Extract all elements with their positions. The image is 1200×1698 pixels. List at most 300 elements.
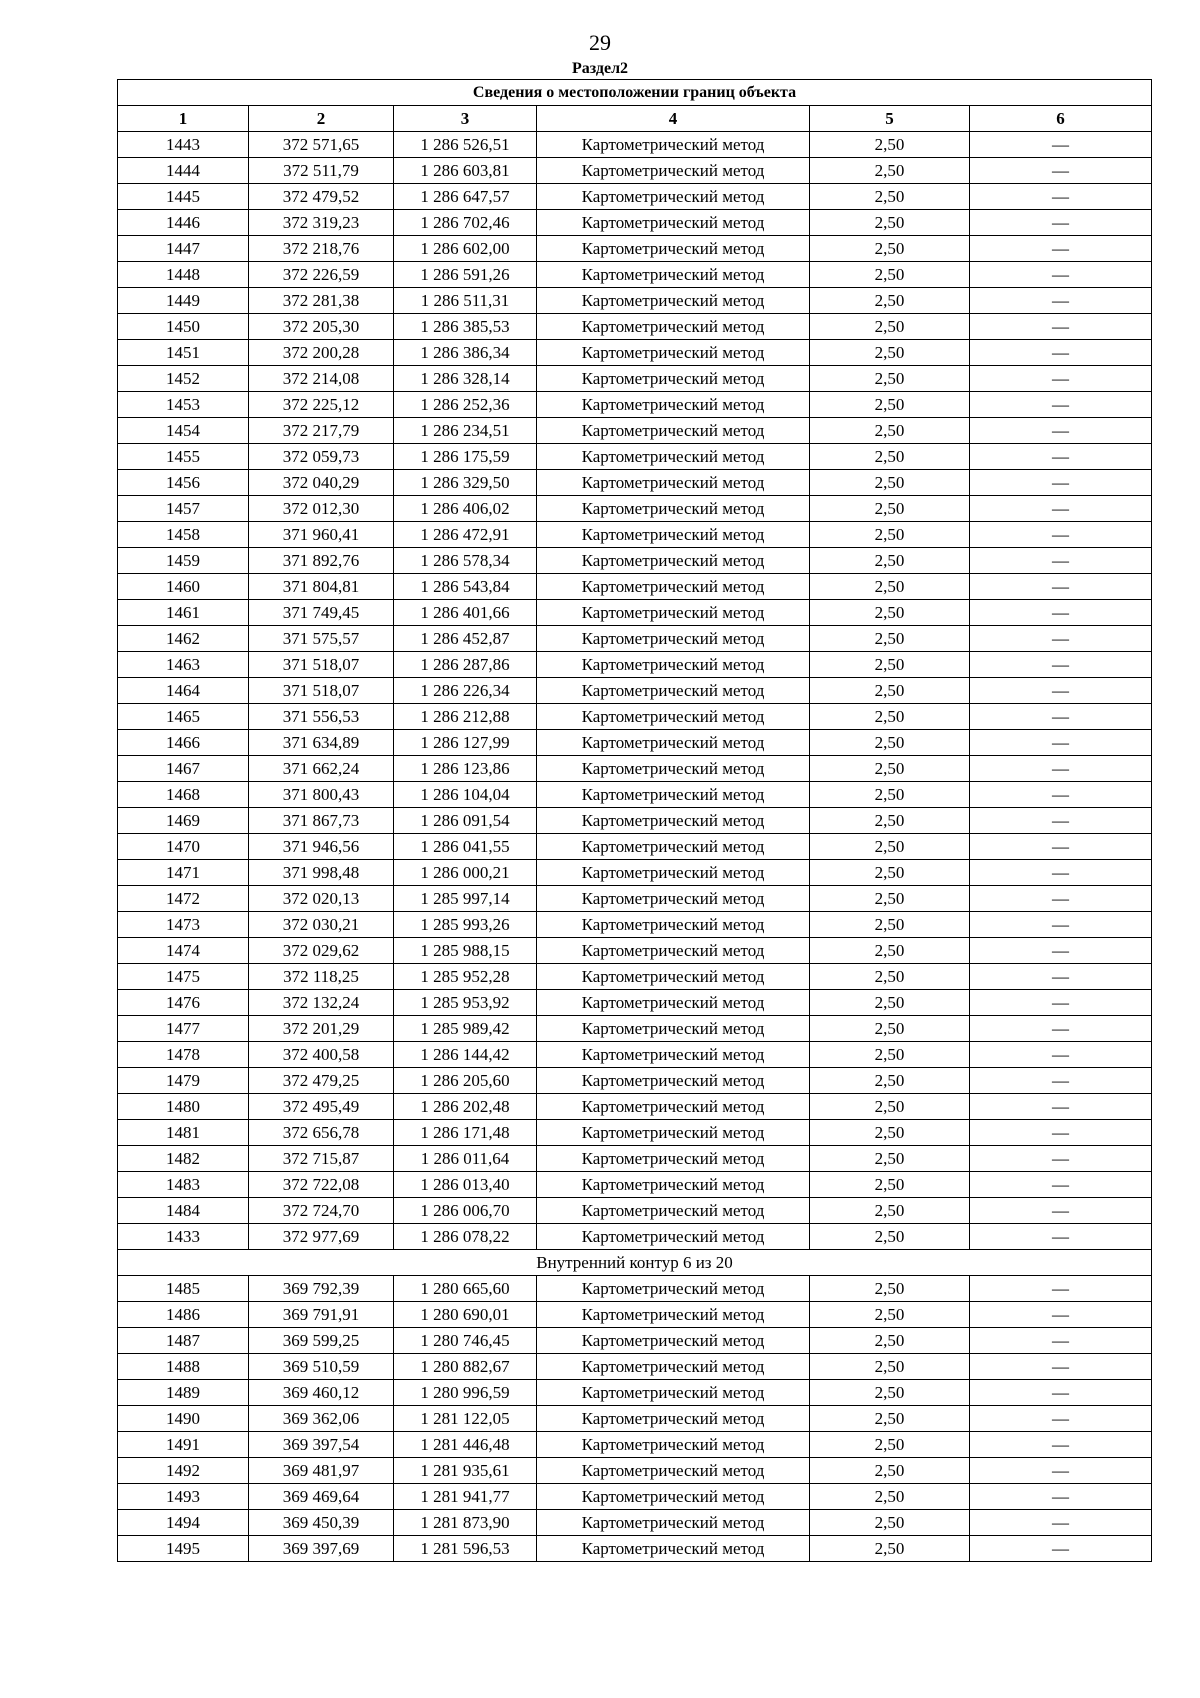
y-coordinate-cell: 1 286 123,86 (394, 756, 537, 782)
table-row (118, 366, 1152, 392)
x-coordinate-cell: 371 634,89 (249, 730, 394, 756)
description-cell: — (970, 1432, 1152, 1458)
x-coordinate-cell: 372 495,49 (249, 1094, 394, 1120)
method-cell: Картометрический метод (537, 1068, 810, 1094)
x-coordinate-cell: 372 214,08 (249, 366, 394, 392)
method-cell: Картометрический метод (537, 1094, 810, 1120)
accuracy-cell: 2,50 (810, 834, 970, 860)
point-number-cell: 1470 (118, 834, 249, 860)
method-cell: Картометрический метод (537, 990, 810, 1016)
method-cell: Картометрический метод (537, 964, 810, 990)
page-number: 29 (589, 30, 611, 55)
contour-section (118, 1250, 1152, 1276)
y-coordinate-cell: 1 286 526,51 (394, 132, 537, 158)
description-cell: — (970, 1068, 1152, 1094)
method-cell: Картометрический метод (537, 626, 810, 652)
point-number-cell: 1463 (118, 652, 249, 678)
method-cell: Картометрический метод (537, 1276, 810, 1302)
accuracy-cell: 2,50 (810, 366, 970, 392)
accuracy-cell: 2,50 (810, 652, 970, 678)
point-number-cell: 1493 (118, 1484, 249, 1510)
point-number-cell: 1461 (118, 600, 249, 626)
method-cell: Картометрический метод (537, 1536, 810, 1562)
y-coordinate-cell: 1 286 175,59 (394, 444, 537, 470)
y-coordinate-cell: 1 281 941,77 (394, 1484, 537, 1510)
description-cell: — (970, 158, 1152, 184)
x-coordinate-cell: 372 205,30 (249, 314, 394, 340)
table-row (118, 288, 1152, 314)
table-row (118, 1068, 1152, 1094)
x-coordinate-cell: 369 469,64 (249, 1484, 394, 1510)
y-coordinate-cell: 1 285 952,28 (394, 964, 537, 990)
method-cell: Картометрический метод (537, 418, 810, 444)
table-row (118, 1536, 1152, 1562)
accuracy-cell: 2,50 (810, 782, 970, 808)
method-cell: Картометрический метод (537, 236, 810, 262)
point-number-cell: 1459 (118, 548, 249, 574)
table-row (118, 1458, 1152, 1484)
point-number-cell: 1458 (118, 522, 249, 548)
point-number-cell: 1465 (118, 704, 249, 730)
point-number-cell: 1450 (118, 314, 249, 340)
point-number-cell: 1451 (118, 340, 249, 366)
description-cell: — (970, 860, 1152, 886)
description-cell: — (970, 626, 1152, 652)
y-coordinate-cell: 1 286 212,88 (394, 704, 537, 730)
description-cell: — (970, 808, 1152, 834)
description-cell: — (970, 1302, 1152, 1328)
y-coordinate-cell: 1 285 993,26 (394, 912, 537, 938)
method-cell: Картометрический метод (537, 444, 810, 470)
table-row (118, 704, 1152, 730)
accuracy-cell: 2,50 (810, 1016, 970, 1042)
y-coordinate-cell: 1 286 234,51 (394, 418, 537, 444)
y-coordinate-cell: 1 285 953,92 (394, 990, 537, 1016)
accuracy-cell: 2,50 (810, 1094, 970, 1120)
y-coordinate-cell: 1 286 252,36 (394, 392, 537, 418)
accuracy-cell: 2,50 (810, 574, 970, 600)
description-cell: — (970, 912, 1152, 938)
accuracy-cell: 2,50 (810, 158, 970, 184)
method-cell: Картометрический метод (537, 210, 810, 236)
point-number-cell: 1482 (118, 1146, 249, 1172)
x-coordinate-cell: 372 029,62 (249, 938, 394, 964)
accuracy-cell: 2,50 (810, 808, 970, 834)
accuracy-cell: 2,50 (810, 392, 970, 418)
x-coordinate-cell: 372 225,12 (249, 392, 394, 418)
description-cell: — (970, 132, 1152, 158)
accuracy-cell: 2,50 (810, 236, 970, 262)
accuracy-cell: 2,50 (810, 1120, 970, 1146)
description-cell: — (970, 1354, 1152, 1380)
x-coordinate-cell: 369 510,59 (249, 1354, 394, 1380)
y-coordinate-cell: 1 286 205,60 (394, 1068, 537, 1094)
x-coordinate-cell: 369 397,69 (249, 1536, 394, 1562)
point-number-cell: 1478 (118, 1042, 249, 1068)
table-row (118, 938, 1152, 964)
accuracy-cell: 2,50 (810, 340, 970, 366)
description-cell: — (970, 652, 1152, 678)
table-row (118, 990, 1152, 1016)
point-number-cell: 1486 (118, 1302, 249, 1328)
method-cell: Картометрический метод (537, 808, 810, 834)
x-coordinate-cell: 371 867,73 (249, 808, 394, 834)
table-row (118, 418, 1152, 444)
method-cell: Картометрический метод (537, 548, 810, 574)
accuracy-cell: 2,50 (810, 496, 970, 522)
table-row (118, 1042, 1152, 1068)
table-caption-row (118, 80, 1152, 106)
method-cell: Картометрический метод (537, 1224, 810, 1250)
y-coordinate-cell: 1 286 602,00 (394, 236, 537, 262)
point-number-cell: 1448 (118, 262, 249, 288)
method-cell: Картометрический метод (537, 522, 810, 548)
description-cell: — (970, 730, 1152, 756)
description-cell: — (970, 886, 1152, 912)
point-number-cell: 1467 (118, 756, 249, 782)
table-row (118, 912, 1152, 938)
point-number-cell: 1488 (118, 1354, 249, 1380)
point-number-cell: 1457 (118, 496, 249, 522)
y-coordinate-cell: 1 286 011,64 (394, 1146, 537, 1172)
accuracy-cell: 2,50 (810, 1458, 970, 1484)
accuracy-cell: 2,50 (810, 704, 970, 730)
y-coordinate-cell: 1 286 104,04 (394, 782, 537, 808)
description-cell: — (970, 184, 1152, 210)
method-cell: Картометрический метод (537, 574, 810, 600)
method-cell: Картометрический метод (537, 860, 810, 886)
y-coordinate-cell: 1 286 202,48 (394, 1094, 537, 1120)
table-caption: Сведения о местоположении границ объекта (118, 80, 1152, 106)
point-number-cell: 1494 (118, 1510, 249, 1536)
table-row (118, 600, 1152, 626)
method-cell: Картометрический метод (537, 262, 810, 288)
point-number-cell: 1479 (118, 1068, 249, 1094)
x-coordinate-cell: 372 656,78 (249, 1120, 394, 1146)
description-cell: — (970, 262, 1152, 288)
table-row (118, 886, 1152, 912)
point-number-cell: 1484 (118, 1198, 249, 1224)
accuracy-cell: 2,50 (810, 288, 970, 314)
description-cell: — (970, 1146, 1152, 1172)
accuracy-cell: 2,50 (810, 184, 970, 210)
x-coordinate-cell: 372 012,30 (249, 496, 394, 522)
x-coordinate-cell: 371 518,07 (249, 652, 394, 678)
method-cell: Картометрический метод (537, 314, 810, 340)
x-coordinate-cell: 372 217,79 (249, 418, 394, 444)
table-row (118, 782, 1152, 808)
y-coordinate-cell: 1 286 401,66 (394, 600, 537, 626)
description-cell: — (970, 938, 1152, 964)
method-cell: Картометрический метод (537, 1510, 810, 1536)
description-cell: — (970, 548, 1152, 574)
accuracy-cell: 2,50 (810, 860, 970, 886)
x-coordinate-cell: 369 397,54 (249, 1432, 394, 1458)
description-cell: — (970, 1120, 1152, 1146)
method-cell: Картометрический метод (537, 886, 810, 912)
column-number: 5 (810, 106, 970, 132)
description-cell: — (970, 1536, 1152, 1562)
column-number: 3 (394, 106, 537, 132)
x-coordinate-cell: 371 800,43 (249, 782, 394, 808)
point-number-cell: 1445 (118, 184, 249, 210)
point-number-cell: 1483 (118, 1172, 249, 1198)
method-cell: Картометрический метод (537, 756, 810, 782)
y-coordinate-cell: 1 286 127,99 (394, 730, 537, 756)
y-coordinate-cell: 1 286 000,21 (394, 860, 537, 886)
y-coordinate-cell: 1 286 406,02 (394, 496, 537, 522)
y-coordinate-cell: 1 281 873,90 (394, 1510, 537, 1536)
accuracy-cell: 2,50 (810, 548, 970, 574)
description-cell: — (970, 1406, 1152, 1432)
method-cell: Картометрический метод (537, 782, 810, 808)
accuracy-cell: 2,50 (810, 1432, 970, 1458)
method-cell: Картометрический метод (537, 392, 810, 418)
accuracy-cell: 2,50 (810, 1068, 970, 1094)
y-coordinate-cell: 1 286 171,48 (394, 1120, 537, 1146)
description-cell: — (970, 834, 1152, 860)
method-cell: Картометрический метод (537, 652, 810, 678)
accuracy-cell: 2,50 (810, 262, 970, 288)
point-number-cell: 1453 (118, 392, 249, 418)
table-row (118, 1224, 1152, 1250)
method-cell: Картометрический метод (537, 366, 810, 392)
method-cell: Картометрический метод (537, 600, 810, 626)
y-coordinate-cell: 1 286 591,26 (394, 262, 537, 288)
x-coordinate-cell: 372 319,23 (249, 210, 394, 236)
accuracy-cell: 2,50 (810, 1146, 970, 1172)
description-cell: — (970, 366, 1152, 392)
accuracy-cell: 2,50 (810, 964, 970, 990)
accuracy-cell: 2,50 (810, 1042, 970, 1068)
x-coordinate-cell: 372 400,58 (249, 1042, 394, 1068)
y-coordinate-cell: 1 281 596,53 (394, 1536, 537, 1562)
description-cell: — (970, 678, 1152, 704)
table-row (118, 522, 1152, 548)
accuracy-cell: 2,50 (810, 1172, 970, 1198)
table-row (118, 1510, 1152, 1536)
x-coordinate-cell: 372 715,87 (249, 1146, 394, 1172)
method-cell: Картометрический метод (537, 834, 810, 860)
description-cell: — (970, 1016, 1152, 1042)
accuracy-cell: 2,50 (810, 132, 970, 158)
description-cell: — (970, 1172, 1152, 1198)
method-cell: Картометрический метод (537, 1432, 810, 1458)
method-cell: Картометрический метод (537, 1328, 810, 1354)
accuracy-cell: 2,50 (810, 444, 970, 470)
column-number: 2 (249, 106, 394, 132)
y-coordinate-cell: 1 286 472,91 (394, 522, 537, 548)
description-cell: — (970, 496, 1152, 522)
description-cell: — (970, 236, 1152, 262)
point-number-cell: 1452 (118, 366, 249, 392)
y-coordinate-cell: 1 286 287,86 (394, 652, 537, 678)
point-number-cell: 1480 (118, 1094, 249, 1120)
point-number-cell: 1460 (118, 574, 249, 600)
y-coordinate-cell: 1 285 989,42 (394, 1016, 537, 1042)
point-number-cell: 1433 (118, 1224, 249, 1250)
y-coordinate-cell: 1 286 006,70 (394, 1198, 537, 1224)
accuracy-cell: 2,50 (810, 912, 970, 938)
x-coordinate-cell: 372 511,79 (249, 158, 394, 184)
y-coordinate-cell: 1 285 997,14 (394, 886, 537, 912)
table-row (118, 808, 1152, 834)
accuracy-cell: 2,50 (810, 1510, 970, 1536)
point-number-cell: 1491 (118, 1432, 249, 1458)
description-cell: — (970, 1380, 1152, 1406)
description-cell: — (970, 1510, 1152, 1536)
table-row (118, 1172, 1152, 1198)
accuracy-cell: 2,50 (810, 938, 970, 964)
table-row (118, 574, 1152, 600)
accuracy-cell: 2,50 (810, 210, 970, 236)
y-coordinate-cell: 1 286 578,34 (394, 548, 537, 574)
accuracy-cell: 2,50 (810, 522, 970, 548)
y-coordinate-cell: 1 286 702,46 (394, 210, 537, 236)
boundary-coordinates-table (117, 79, 1152, 1562)
accuracy-cell: 2,50 (810, 756, 970, 782)
point-number-cell: 1487 (118, 1328, 249, 1354)
description-cell: — (970, 1224, 1152, 1250)
x-coordinate-cell: 372 059,73 (249, 444, 394, 470)
point-number-cell: 1456 (118, 470, 249, 496)
accuracy-cell: 2,50 (810, 730, 970, 756)
y-coordinate-cell: 1 280 882,67 (394, 1354, 537, 1380)
accuracy-cell: 2,50 (810, 1380, 970, 1406)
table-row (118, 652, 1152, 678)
y-coordinate-cell: 1 286 328,14 (394, 366, 537, 392)
y-coordinate-cell: 1 286 091,54 (394, 808, 537, 834)
table-row (118, 444, 1152, 470)
method-cell: Картометрический метод (537, 730, 810, 756)
y-coordinate-cell: 1 286 385,53 (394, 314, 537, 340)
method-cell: Картометрический метод (537, 1406, 810, 1432)
point-number-cell: 1475 (118, 964, 249, 990)
y-coordinate-cell: 1 280 690,01 (394, 1302, 537, 1328)
table-row (118, 1406, 1152, 1432)
table-row (118, 548, 1152, 574)
y-coordinate-cell: 1 286 543,84 (394, 574, 537, 600)
table-row (118, 730, 1152, 756)
contour-label-row (118, 1250, 1152, 1276)
x-coordinate-cell: 371 998,48 (249, 860, 394, 886)
description-cell: — (970, 704, 1152, 730)
y-coordinate-cell: 1 286 144,42 (394, 1042, 537, 1068)
point-number-cell: 1468 (118, 782, 249, 808)
table-row (118, 678, 1152, 704)
contour-label: Внутренний контур 6 из 20 (118, 1250, 1152, 1276)
table-row (118, 1016, 1152, 1042)
x-coordinate-cell: 371 662,24 (249, 756, 394, 782)
y-coordinate-cell: 1 280 665,60 (394, 1276, 537, 1302)
x-coordinate-cell: 369 460,12 (249, 1380, 394, 1406)
point-number-cell: 1490 (118, 1406, 249, 1432)
description-cell: — (970, 1276, 1152, 1302)
description-cell: — (970, 574, 1152, 600)
table-row (118, 1432, 1152, 1458)
accuracy-cell: 2,50 (810, 1536, 970, 1562)
y-coordinate-cell: 1 286 647,57 (394, 184, 537, 210)
table-row (118, 626, 1152, 652)
x-coordinate-cell: 372 201,29 (249, 1016, 394, 1042)
x-coordinate-cell: 372 218,76 (249, 236, 394, 262)
y-coordinate-cell: 1 280 746,45 (394, 1328, 537, 1354)
accuracy-cell: 2,50 (810, 1302, 970, 1328)
y-coordinate-cell: 1 286 386,34 (394, 340, 537, 366)
description-cell: — (970, 1198, 1152, 1224)
table-row (118, 1198, 1152, 1224)
table-body-part2 (118, 1276, 1152, 1562)
method-cell: Картометрический метод (537, 496, 810, 522)
description-cell: — (970, 522, 1152, 548)
table-row (118, 1120, 1152, 1146)
table-row (118, 470, 1152, 496)
description-cell: — (970, 470, 1152, 496)
method-cell: Картометрический метод (537, 1354, 810, 1380)
point-number-cell: 1477 (118, 1016, 249, 1042)
accuracy-cell: 2,50 (810, 418, 970, 444)
method-cell: Картометрический метод (537, 184, 810, 210)
point-number-cell: 1443 (118, 132, 249, 158)
x-coordinate-cell: 372 030,21 (249, 912, 394, 938)
x-coordinate-cell: 369 362,06 (249, 1406, 394, 1432)
point-number-cell: 1462 (118, 626, 249, 652)
point-number-cell: 1474 (118, 938, 249, 964)
method-cell: Картометрический метод (537, 938, 810, 964)
table-row (118, 860, 1152, 886)
y-coordinate-cell: 1 281 935,61 (394, 1458, 537, 1484)
method-cell: Картометрический метод (537, 1120, 810, 1146)
method-cell: Картометрический метод (537, 470, 810, 496)
method-cell: Картометрический метод (537, 132, 810, 158)
table-row (118, 1380, 1152, 1406)
accuracy-cell: 2,50 (810, 1198, 970, 1224)
table-row (118, 132, 1152, 158)
description-cell: — (970, 444, 1152, 470)
description-cell: — (970, 756, 1152, 782)
x-coordinate-cell: 372 479,25 (249, 1068, 394, 1094)
y-coordinate-cell: 1 286 511,31 (394, 288, 537, 314)
point-number-cell: 1466 (118, 730, 249, 756)
x-coordinate-cell: 371 749,45 (249, 600, 394, 626)
method-cell: Картометрический метод (537, 1016, 810, 1042)
accuracy-cell: 2,50 (810, 314, 970, 340)
accuracy-cell: 2,50 (810, 886, 970, 912)
column-number: 1 (118, 106, 249, 132)
point-number-cell: 1485 (118, 1276, 249, 1302)
x-coordinate-cell: 372 226,59 (249, 262, 394, 288)
method-cell: Картометрический метод (537, 288, 810, 314)
point-number-cell: 1454 (118, 418, 249, 444)
x-coordinate-cell: 369 599,25 (249, 1328, 394, 1354)
x-coordinate-cell: 372 571,65 (249, 132, 394, 158)
method-cell: Картометрический метод (537, 1484, 810, 1510)
table-row (118, 158, 1152, 184)
accuracy-cell: 2,50 (810, 1484, 970, 1510)
point-number-cell: 1473 (118, 912, 249, 938)
accuracy-cell: 2,50 (810, 1224, 970, 1250)
table-row (118, 1302, 1152, 1328)
accuracy-cell: 2,50 (810, 1276, 970, 1302)
x-coordinate-cell: 371 518,07 (249, 678, 394, 704)
table-row (118, 340, 1152, 366)
table-row (118, 1354, 1152, 1380)
method-cell: Картометрический метод (537, 1146, 810, 1172)
description-cell: — (970, 964, 1152, 990)
table-row (118, 236, 1152, 262)
point-number-cell: 1455 (118, 444, 249, 470)
table-row (118, 756, 1152, 782)
